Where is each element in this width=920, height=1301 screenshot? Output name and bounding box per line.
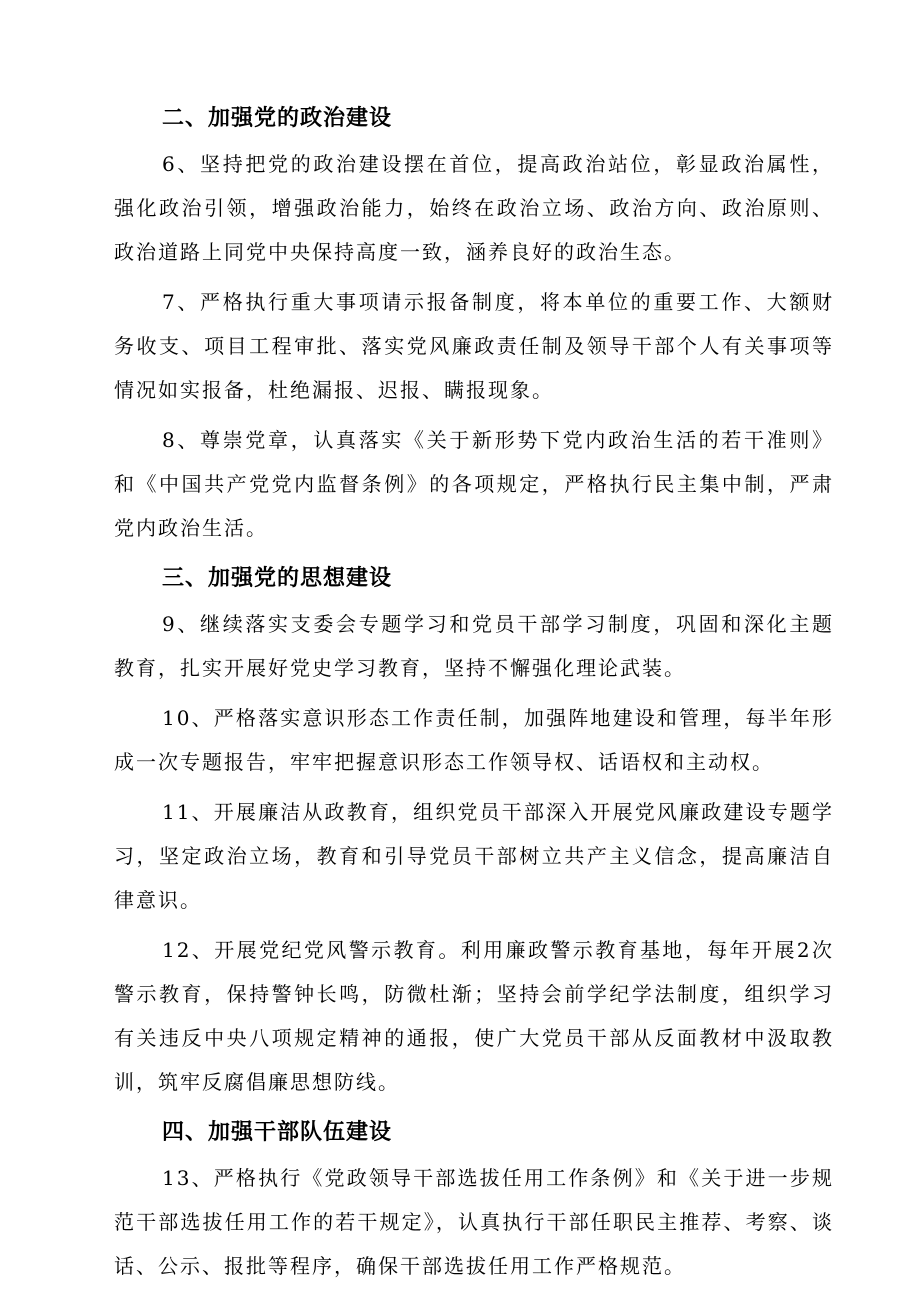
item-12: 12、开展党纪党风警示教育。利用廉政警示教育基地，每年开展2次警示教育，保持警钟长鸣，防微杜渐；坚持会前学纪学法制度，组织学习有关违反中央八项规定精神的通报，使广大党员干部从反面教材中汲取教训，筑牢反腐倡廉思想防线。 bbox=[114, 938, 834, 1094]
item-8: 8、尊崇党章，认真落实《关于新形势下党内政治生活的若干准则》和《中国共产党党内监督条例》的各项规定，严格执行民主集中制，严肃党内政治生活。 bbox=[114, 428, 834, 540]
item-11: 11、开展廉洁从政教育，组织党员干部深入开展党风廉政建设专题学习，坚定政治立场，教育和引导党员干部树立共产主义信念，提高廉洁自律意识。 bbox=[114, 800, 834, 912]
section-heading-ideological: 三、加强党的思想建设 bbox=[162, 566, 393, 591]
item-7: 7、严格执行重大事项请示报备制度，将本单位的重要工作、大额财务收支、项目工程审批、落实党风廉政责任制及领导干部个人有关事项等情况如实报备，杜绝漏报、迟报、瞒报现象。 bbox=[114, 290, 834, 402]
document-page bbox=[114, 96, 834, 1294]
section-heading-political: 二、加强党的政治建设 bbox=[162, 106, 393, 131]
item-13: 13、严格执行《党政领导干部选拔任用工作条例》和《关于进一步规范干部选拔任用工作的若干规定》，认真执行干部任职民主推荐、考察、谈话、公示、报批等程序，确保干部选拔任用工作严格规范。 bbox=[114, 1166, 834, 1278]
item-10: 10、严格落实意识形态工作责任制，加强阵地建设和管理，每半年形成一次专题报告，牢牢把握意识形态工作领导权、话语权和主动权。 bbox=[114, 706, 834, 774]
item-6: 6、坚持把党的政治建设摆在首位，提高政治站位，彰显政治属性，强化政治引领，增强政治能力，始终在政治立场、政治方向、政治原则、政治道路上同党中央保持高度一致，涵养良好的政治生态。 bbox=[114, 152, 834, 264]
item-9: 9、继续落实支委会专题学习和党员干部学习制度，巩固和深化主题教育，扎实开展好党史学习教育，坚持不懈强化理论武装。 bbox=[114, 612, 834, 680]
section-heading-cadre: 四、加强干部队伍建设 bbox=[162, 1120, 393, 1145]
